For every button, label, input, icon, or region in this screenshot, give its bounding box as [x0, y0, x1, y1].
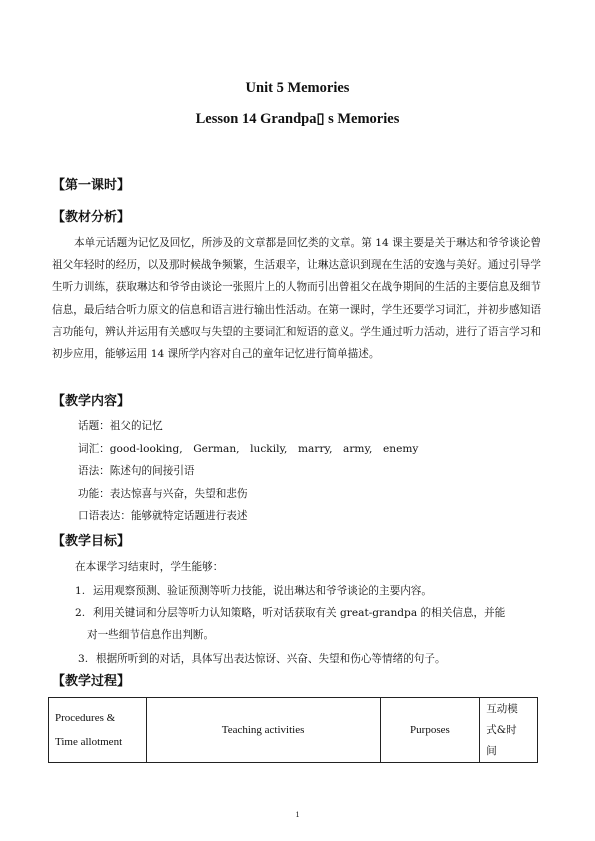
- objective-text: 利用关键词和分层等听力认知策略，听对话获取有关 great-grandpa 的相关信息，并能: [93, 607, 506, 619]
- objective-number: 3.: [78, 653, 89, 665]
- section-heading-analysis: 【教材分析】: [52, 210, 131, 225]
- objective-item: [78, 651, 446, 666]
- section-heading-process: 【教学过程】: [52, 674, 131, 689]
- table-header-row: [49, 698, 538, 763]
- section-heading-period: 【第一课时】: [52, 178, 131, 193]
- objectives-intro: 在本课学习结束时，学生能够：: [75, 561, 224, 573]
- content-item-speaking: 口语表达：能够就特定话题进行表述: [78, 510, 248, 522]
- header-interaction-line1: 互动模: [486, 702, 518, 715]
- analysis-text: 本单元话题为记忆及回忆，所涉及的文章都是回忆类的文章。第 14 课主要是关于琳达和爷爷谈论曾祖父年轻时的经历，以及那时候战争频繁，生活艰辛，让琳达意识到现在生活的安逸与美好。通过引导学生听力训练，获取琳达和爷爷由谈论一张照片上的人物而引出曾祖父在战争期间的生活的主要信息及细节信息，最后结合听力原文的信息和语言进行输出性活动。在第一课时，学生还要学习词汇，并初步感知语言功能句，辨认并运用有关感叹与失望的主要词汇和短语的意义。学生通过听力活动，进行了语言学习和初步应用，能够运用 14 课所学内容对自己的童年记忆进行简单描述。: [52, 237, 541, 361]
- header-procedures-line2: Time allotment: [55, 736, 123, 748]
- objective-number: 1.: [75, 585, 86, 597]
- objective-continuation: 对一些细节信息作出判断。: [87, 629, 215, 641]
- header-interaction-line2: 式&时: [486, 723, 517, 736]
- objective-number: 2.: [75, 607, 86, 619]
- header-teaching-activities: Teaching activities: [146, 698, 380, 763]
- page-number: 1: [295, 810, 300, 819]
- objective-item: [75, 583, 432, 598]
- content-item-vocabulary: 词汇：good-looking, German, luckily, marry, army, enemy: [78, 443, 419, 455]
- header-interaction-mode: [480, 698, 538, 763]
- section-heading-objectives: 【教学目标】: [52, 534, 131, 549]
- content-item-function: 功能：表达惊喜与兴奋，失望和悲伤: [78, 488, 248, 500]
- analysis-paragraph: [52, 232, 541, 365]
- content-item-topic: 话题：祖父的记忆: [78, 420, 163, 432]
- header-interaction-line3: 间: [486, 744, 497, 757]
- objective-text: 运用观察预测、验证预测等听力技能，说出琳达和爷爷谈论的主要内容。: [93, 585, 432, 597]
- header-procedures-line1: Procedures &: [55, 712, 116, 724]
- objective-text: 根据所听到的对话，具体写出表达惊讶、兴奋、失望和伤心等情绪的句子。: [96, 653, 446, 665]
- content-item-grammar: 语法：陈述句的间接引语: [78, 465, 195, 477]
- teaching-process-table: [48, 697, 538, 763]
- header-procedures: [49, 698, 147, 763]
- unit-title: Unit 5 Memories: [245, 80, 350, 96]
- lesson-title: Lesson 14 Grandpa▯ s Memories: [195, 111, 400, 127]
- section-heading-content: 【教学内容】: [52, 394, 131, 409]
- header-purposes: Purposes: [380, 698, 480, 763]
- objective-item: [75, 605, 505, 620]
